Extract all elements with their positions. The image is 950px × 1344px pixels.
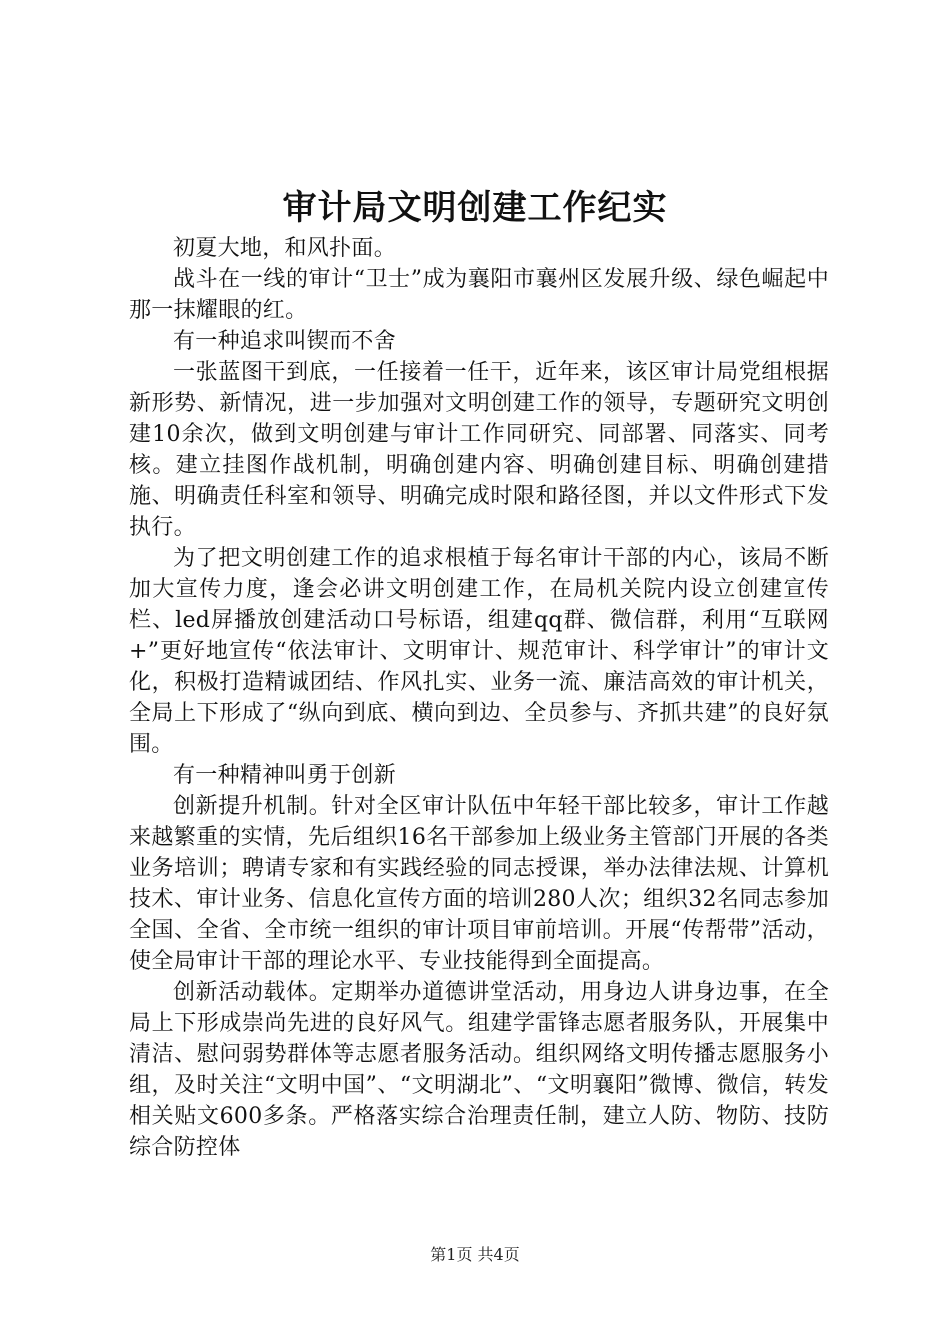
document-body <box>129 233 829 1163</box>
paragraph-4: 为了把文明创建工作的追求根植于每名审计干部的内心，该局不断加大宣传力度，逢会必讲文明创建工作，在局机关院内设立创建宣传栏、led屏播放创建活动口号标语，组建qq群、微信群，利用“互联网+”更好地宣传“依法审计、文明审计、规范审计、科学审计”的审计文化，积极打造精诚团结、作风扎实、业务一流、廉洁高效的审计机关，全局上下形成了“纵向到底、横向到边、全员参与、齐抓共建”的良好氛围。 <box>129 546 829 757</box>
paragraph-3: 一张蓝图干到底，一任接着一任干，近年来，该区审计局党组根据新形势、新情况，进一步加强对文明创建工作的领导，专题研究文明创建10余次，做到文明创建与审计工作同研究、同部署、同落实、同考核。建立挂图作战机制，明确创建内容、明确创建目标、明确创建措施、明确责任科室和领导、明确完成时限和路径图，并以文件形式下发执行。 <box>129 360 829 540</box>
paragraph-1: 初夏大地，和风扑面。 <box>173 236 397 261</box>
paragraph-2: 战斗在一线的审计“卫士”成为襄阳市襄州区发展升级、绿色崛起中那一抹耀眼的红。 <box>129 267 829 323</box>
section-heading-2: 有一种精神叫勇于创新 <box>173 763 397 788</box>
document-title: 审计局文明创建工作纪实 <box>282 188 668 228</box>
section-heading-1: 有一种追求叫锲而不舍 <box>173 329 397 354</box>
page-footer: 第1页 共4页 <box>430 1245 520 1264</box>
paragraph-5: 创新提升机制。针对全区审计队伍中年轻干部比较多，审计工作越来越繁重的实情，先后组织16名干部参加上级业务主管部门开展的各类业务培训；聘请专家和有实践经验的同志授课，举办法律法规、计算机技术、审计业务、信息化宣传方面的培训280人次；组织32名同志参加全国、全省、全市统一组织的审计项目审前培训。开展“传帮带”活动，使全局审计干部的理论水平、专业技能得到全面提高。 <box>129 794 829 974</box>
paragraph-6: 创新活动载体。定期举办道德讲堂活动，用身边人讲身边事，在全局上下形成崇尚先进的良好风气。组建学雷锋志愿者服务队，开展集中清洁、慰问弱势群体等志愿者服务活动。组织网络文明传播志愿服务小组，及时关注“文明中国”、“文明湖北”、“文明襄阳”微博、微信，转发相关贴文600多条。严格落实综合治理责任制，建立人防、物防、技防综合防控体 <box>129 980 829 1160</box>
